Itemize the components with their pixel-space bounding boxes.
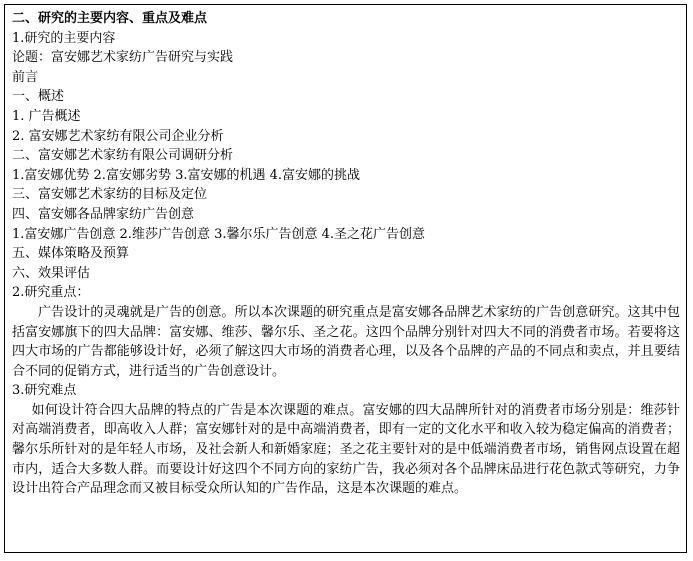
section-heading: 二、研究的主要内容、重点及难点 [12, 11, 208, 26]
outline-item: 四、富安娜各品牌家纺广告创意 [12, 206, 195, 222]
thesis-title: 论题：富安娜艺术家纺广告研究与实践 [12, 50, 234, 66]
outline-item: 二、富安娜艺术家纺有限公司调研分析 [12, 148, 234, 164]
key-points-title: 2.研究重点： [12, 285, 90, 301]
document-frame [4, 4, 687, 553]
outline-item: 2. 富安娜艺术家纺有限公司企业分析 [12, 128, 224, 144]
outline-item: 三、富安娜艺术家纺的目标及定位 [12, 187, 208, 203]
outline-item: 五、媒体策略及预算 [12, 246, 130, 262]
outline-item: 六、效果评估 [12, 265, 91, 281]
key-points-paragraph: 广告设计的灵魂就是广告的创意。所以本次课题的研究重点是富安娜各品牌艺术家纺的广告创意研究。这其中包括富安娜旗下的四大品牌：富安娜、维莎、馨尔乐、圣之花。这四个品牌分别针对四大不同的消费者市场。若要将这四大市场的广告都能够设计好，必须了解这四大市场的消费者心理，以及各个品牌的产品的不同点和卖点，并且要结合不同的促销方式，进行适当的广告创意设计。 [12, 304, 680, 379]
outline-item: 1. 广告概述 [12, 108, 81, 124]
preface-label: 前言 [12, 69, 39, 85]
outline-item: 一、概述 [12, 89, 65, 105]
difficulties-paragraph: 如何设计符合四大品牌的特点的广告是本次课题的难点。富安娜的四大品牌所针对的消费者市场分别是：维莎针对高端消费者，即高收入人群；富安娜针对的是中高端消费者，即有一定的文化水平和收入较为稳定偏高的消费者；馨尔乐所针对的是年轻人市场，及社会新人和新婚家庭；圣之花主要针对的是中低端消费者市场，销售网点设置在超市内，适合大多数人群。而要设计好这四个不同方向的家纺广告，我必须对各个品牌床品进行花色款式等研究，力争设计出符合产品理念而又被目标受众所认知的广告作品，这是本次课题的难点。 [12, 402, 680, 497]
outline-item: 1.富安娜优势 2.富安娜劣势 3.富安娜的机遇 4.富安娜的挑战 [12, 167, 361, 183]
main-content-title: 1.研究的主要内容 [12, 30, 116, 46]
outline-item: 1.富安娜广告创意 2.维莎广告创意 3.馨尔乐广告创意 4.圣之花广告创意 [12, 226, 426, 242]
difficulties-title: 3.研究难点 [12, 383, 77, 399]
